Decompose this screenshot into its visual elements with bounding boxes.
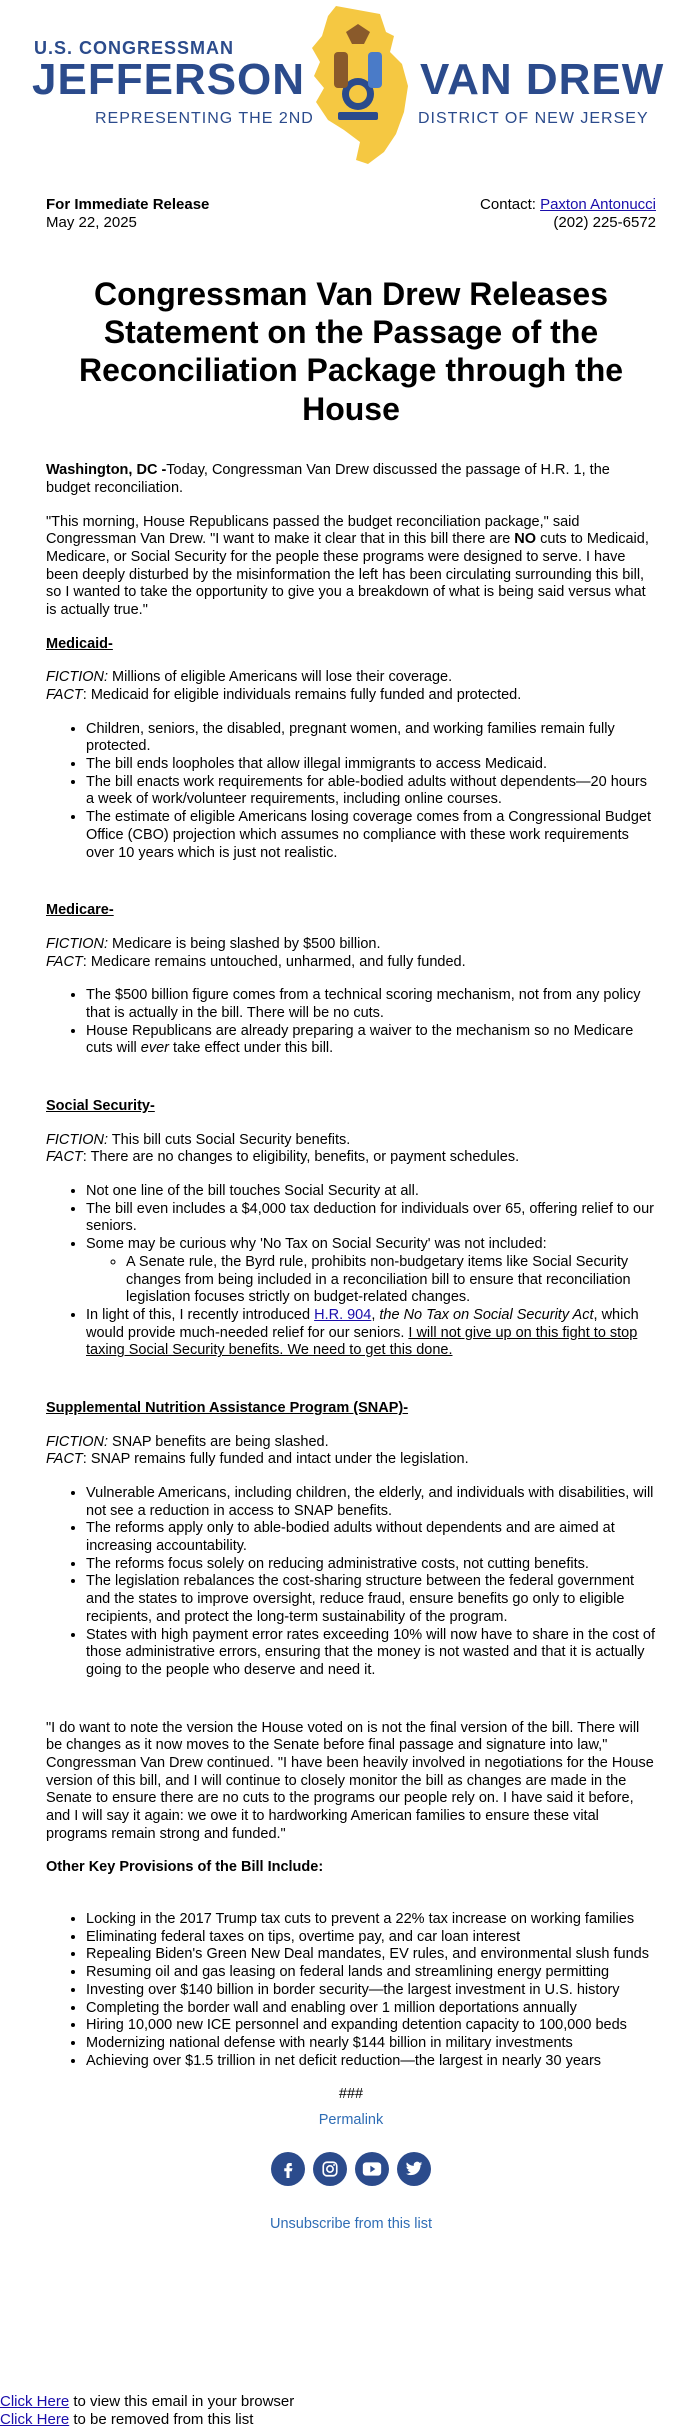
fiction-fact-snap: FICTION: SNAP benefits are being slashed. FACT: SNAP remains fully funded and intact under the legislation. <box>46 1433 469 1468</box>
medicaid-list <box>46 721 656 863</box>
contact-phone: (202) 225-6572 <box>553 214 656 232</box>
intro-paragraph: Washington, DC -Today, Congressman Van Drew discussed the passage of H.R. 1, the budget reconciliation. <box>46 462 610 496</box>
unsubscribe-link[interactable]: Unsubscribe from this list <box>270 2215 432 2232</box>
quote-paragraph-1: "This morning, House Republicans passed the budget reconciliation package," said Congressman Van Drew. "I want to make it clear that in this bill there are NO cuts to Medicaid, Medicare, or Social Security for the people these programs were designed to serve. I have been deeply disturbed by the misinformation the left has been circulating surrounding this bill, so I wanted to take the opportunity to give you a breakdown of what is being said versus what is actually true." <box>46 513 649 618</box>
snap-list <box>46 1485 656 1680</box>
list-item: • The reforms apply only to able-bodied adults without dependents and are aimed at increasing accountability. <box>86 1520 656 1555</box>
banner-sub-left: REPRESENTING THE 2ND <box>95 110 314 127</box>
list-item: • Repealing Biden's Green New Deal mandates, EV rules, and environmental slush funds <box>86 1946 656 1964</box>
list-item: ◦ A Senate rule, the Byrd rule, prohibits non-budgetary items like Social Security changes from being included in a reconciliation bill to ensure that reconciliation legislation focuses strictly on budget-related changes. <box>126 1254 656 1307</box>
list-item: • Resuming oil and gas leasing on federal lands and streamlining energy permitting <box>86 1964 656 1982</box>
press-release-body <box>46 196 656 2233</box>
end-mark: ### <box>338 2086 364 2103</box>
list-item: • Eliminating federal taxes on tips, overtime pay, and car loan interest <box>86 1929 656 1947</box>
fiction-fact-medicare: FICTION: Medicare is being slashed by $500 billion. FACT: Medicare remains untouched, unharmed, and fully funded. <box>46 935 466 970</box>
list-item: • Achieving over $1.5 trillion in net deficit reduction—the largest in nearly 30 years <box>86 2053 656 2071</box>
new-jersey-seal-icon <box>298 2 418 168</box>
list-item: • The bill even includes a $4,000 tax deduction for individuals over 65, offering relief to our seniors. <box>86 1201 656 1236</box>
facebook-icon[interactable] <box>271 2152 305 2186</box>
youtube-icon[interactable] <box>355 2152 389 2186</box>
view-in-browser-link[interactable]: Click Here <box>0 2393 70 2410</box>
release-header <box>46 196 656 233</box>
list-item: • Some may be curious why 'No Tax on Social Security' was not included: ◦ A Senate rule, the Byrd rule, prohibits non-budgetary items like Social Security changes from being included in a reconciliation bill to ensure that reconciliation legislation focuses strictly on budget-related changes. <box>86 1236 656 1307</box>
banner-name-left: JEFFERSON <box>32 55 306 104</box>
sub-list <box>86 1254 656 1307</box>
remove-from-list-link[interactable]: Click Here <box>0 2411 70 2428</box>
social-security-list <box>46 1183 656 1360</box>
list-item: • Hiring 10,000 new ICE personnel and expanding detention capacity to 100,000 beds <box>86 2017 656 2035</box>
section-heading-medicare: Medicare- <box>46 902 114 919</box>
list-item: • The bill ends loopholes that allow illegal immigrants to access Medicaid. <box>86 756 656 774</box>
fiction-fact-social-security: FICTION: This bill cuts Social Security benefits. FACT: There are no changes to eligibility, benefits, or payment schedules. <box>46 1131 520 1166</box>
instagram-icon[interactable] <box>313 2152 347 2186</box>
hr-904-link[interactable]: H.R. 904 <box>314 1306 372 1323</box>
quote-paragraph-2: "I do want to note the version the House voted on is not the final version of the bill. There will be changes as it now moves to the Senate before final passage and signature into law," Congressman Van Drew continued. "I have been heavily involved in negotiations for the House version of this bill, and I will continue to closely monitor the bill as changes are made in the Senate to ensure there are no cuts to the programs our people rely on. I have said it before, and I will say it again: we owe it to hardworking American families to ensure these vital programs remain strong and funded." <box>46 1719 654 1842</box>
banner-name-right: VAN DREW <box>420 55 665 104</box>
email-footer: Click Here to view this email in your browser Click Here to be removed from this list <box>0 2393 295 2428</box>
contact-name-link[interactable]: Paxton Antonucci <box>540 196 656 213</box>
section-heading-social-security: Social Security- <box>46 1098 155 1115</box>
release-label: For Immediate Release <box>46 196 210 213</box>
list-item: • Investing over $140 billion in border security—the largest investment in U.S. history <box>86 1982 656 2000</box>
list-item: • The estimate of eligible Americans losing coverage comes from a Congressional Budget Office (CBO) projection which assumes no compliance with these work requirements over 10 years which is just not realistic. <box>86 809 656 862</box>
permalink-link[interactable]: Permalink <box>318 2111 384 2128</box>
section-heading-snap: Supplemental Nutrition Assistance Program (SNAP)- <box>46 1399 409 1416</box>
list-item: • States with high payment error rates exceeding 10% will now have to share in the cost of those administrative errors, ensuring that the money is not wasted and that it is actually going to the people who deserve and need it. <box>86 1627 656 1680</box>
release-date: May 22, 2025 <box>46 214 137 232</box>
banner-sub-right: DISTRICT OF NEW JERSEY <box>418 110 649 127</box>
section-heading-medicaid: Medicaid- <box>46 635 113 652</box>
medicare-list <box>46 987 656 1058</box>
list-item: • Children, seniors, the disabled, pregnant women, and working families remain fully protected. <box>86 721 656 756</box>
provisions-list <box>46 1911 656 2070</box>
list-item: • Locking in the 2017 Trump tax cuts to prevent a 22% tax increase on working families <box>86 1911 656 1929</box>
list-item: • Completing the border wall and enabling over 1 million deportations annually <box>86 2000 656 2018</box>
banner-line1: U.S. CONGRESSMAN <box>34 38 235 58</box>
contact-label: Contact: <box>480 196 541 213</box>
list-item: • Vulnerable Americans, including children, the elderly, and individuals with disabilities, will not see a reduction in access to SNAP benefits. <box>86 1485 656 1520</box>
list-item: • The $500 billion figure comes from a technical scoring mechanism, not from any policy that is actually in the bill. There will be no cuts. <box>86 987 656 1022</box>
dateline: Washington, DC - <box>46 462 167 479</box>
twitter-icon[interactable] <box>397 2152 431 2186</box>
list-item: • In light of this, I recently introduced H.R. 904, the No Tax on Social Security Act, which would provide much-needed relief for our seniors. I will not give up on this fight to stop taxing Social Security benefits. We need to get this done. <box>86 1307 656 1360</box>
list-item: • House Republicans are already preparing a waiver to the mechanism so no Medicare cuts will ever take effect under this bill. <box>86 1023 656 1058</box>
fiction-fact-medicaid: FICTION: Millions of eligible Americans will lose their coverage. FACT: Medicaid for eligible individuals remains fully funded and protected. <box>46 669 522 704</box>
list-item: • The reforms focus solely on reducing administrative costs, not cutting benefits. <box>86 1556 656 1574</box>
header-banner <box>0 0 700 168</box>
list-item: • Not one line of the bill touches Social Security at all. <box>86 1183 656 1201</box>
list-item: • The bill enacts work requirements for able-bodied adults without dependents—20 hours a week of work/volunteer requirements, including online courses. <box>86 774 656 809</box>
social-links <box>46 2152 656 2186</box>
list-item: • The legislation rebalances the cost-sharing structure between the federal government and the states to improve oversight, reduce fraud, ensure benefits go only to eligible recipients, and protect the long-term sustainability of the program. <box>86 1573 656 1626</box>
page-title: Congressman Van Drew Releases Statement on the Passage of the Reconciliation Package through the House <box>78 275 624 427</box>
list-item: • Modernizing national defense with nearly $144 billion in military investments <box>86 2035 656 2053</box>
provisions-heading: Other Key Provisions of the Bill Include: <box>46 1859 324 1876</box>
